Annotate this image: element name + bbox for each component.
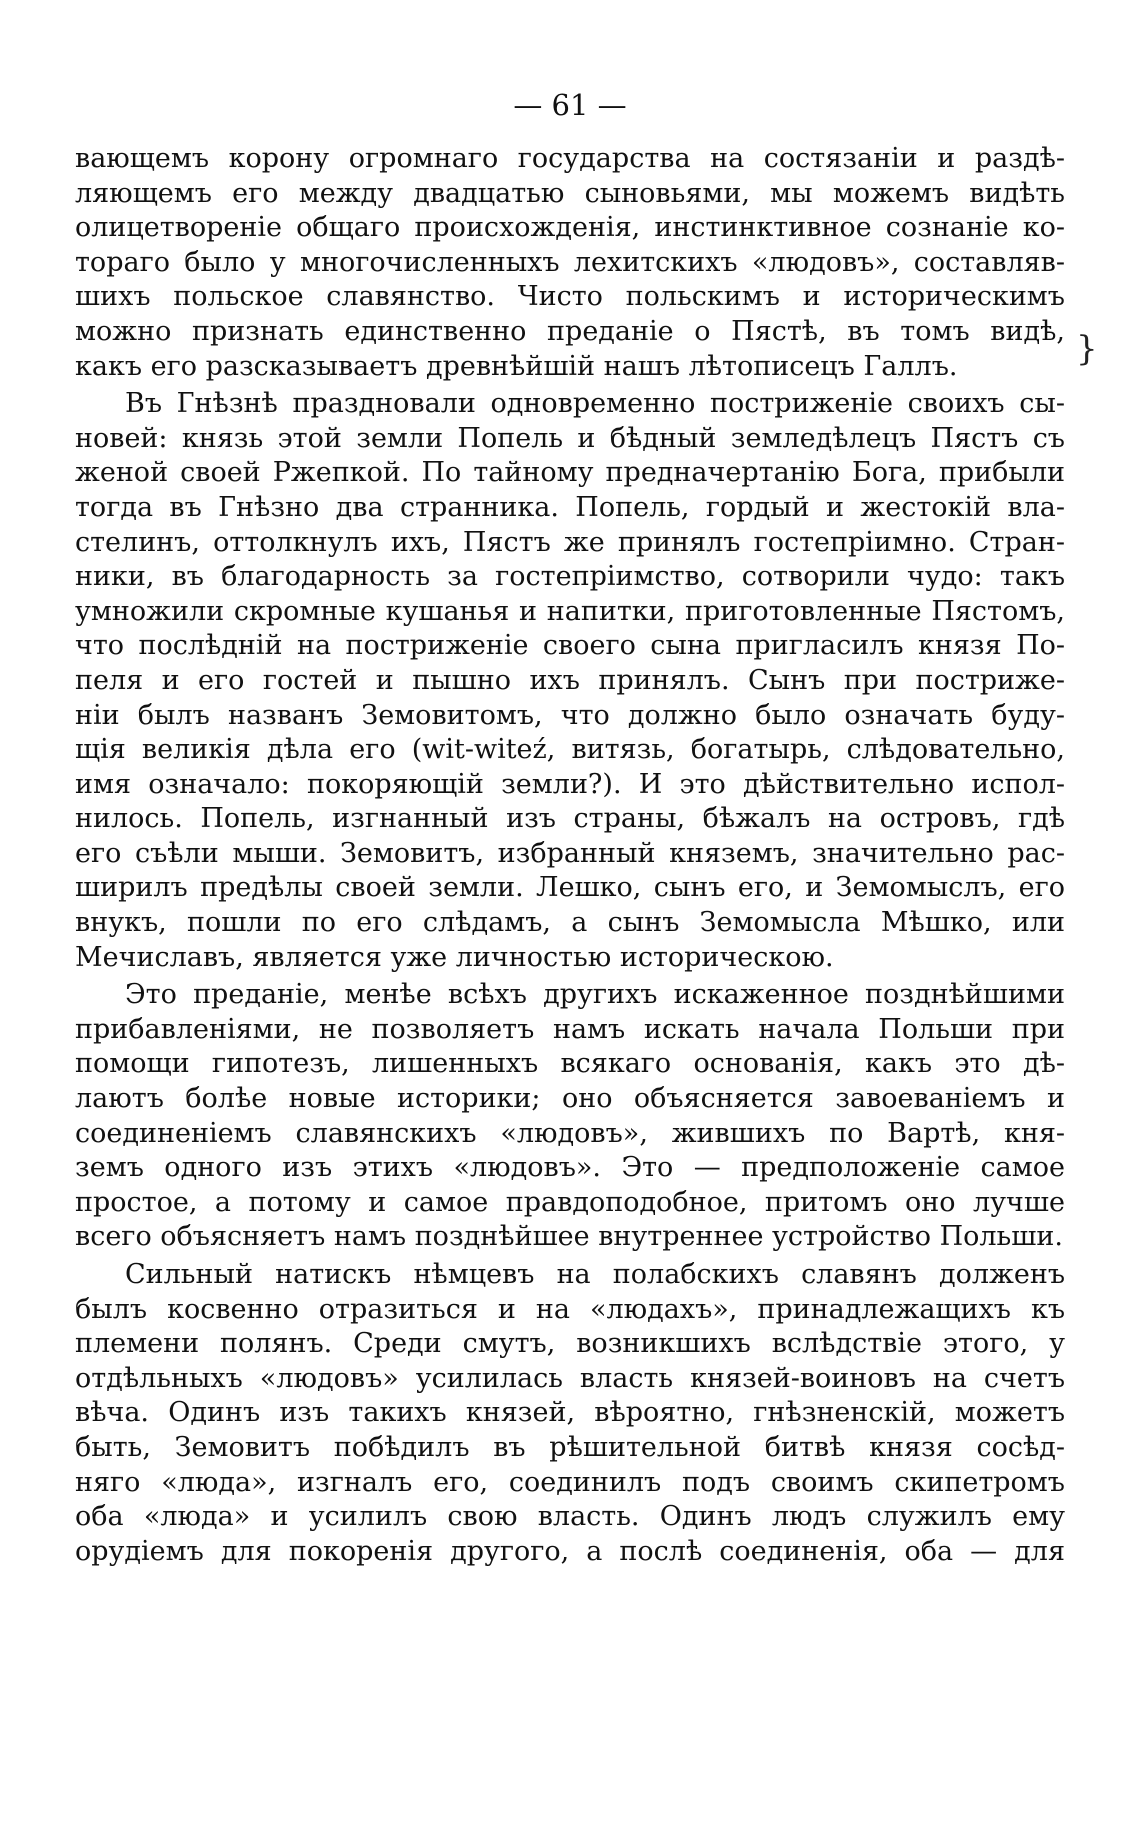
text-line: быть, Земовитъ побѣдилъ въ рѣшительной битвѣ князя сосѣд- bbox=[75, 1431, 1065, 1463]
text-line: можно признать единственно преданіе о Пястѣ, въ томъ видѣ, bbox=[75, 315, 1065, 347]
text-line: его съѣли мыши. Земовитъ, избранный княземъ, значительно рас- bbox=[75, 837, 1065, 869]
text-line: Въ Гнѣзнѣ праздновали одновременно постриженіе своихъ сы- bbox=[125, 388, 1065, 420]
text-line: помощи гипотезъ, лишенныхъ всякаго основанія, какъ это дѣ- bbox=[75, 1048, 1065, 1080]
text-line: шихъ польское славянство. Чисто польскимъ и историческимъ bbox=[75, 281, 1065, 313]
text-line: новей: князь этой земли Попель и бѣдный земледѣлецъ Пястъ съ bbox=[75, 422, 1065, 454]
text-line: лаютъ болѣе новые историки; оно объясняется завоеваніемъ и bbox=[75, 1083, 1065, 1115]
text-line: Сильный натискъ нѣмцевъ на полабскихъ славянъ долженъ bbox=[125, 1259, 1065, 1290]
body-text bbox=[75, 142, 1065, 1569]
text-line: олицетвореніе общаго происхожденія, инстинктивное сознаніе ко- bbox=[75, 212, 1065, 244]
text-line: орудіемъ для покоренія другого, а послѣ соединенія, оба — для bbox=[75, 1535, 1065, 1567]
text-line: земъ одного изъ этихъ «людовъ». Это — предположеніе самое bbox=[75, 1152, 1065, 1184]
text-line: Мечиславъ, является уже личностью историческою. bbox=[75, 941, 834, 973]
text-line: тораго было у многочисленныхъ лехитскихъ «людовъ», составляв- bbox=[75, 246, 1065, 278]
text-line: отдѣльныхъ «людовъ» усилилась власть князей-воиновъ на счетъ bbox=[75, 1362, 1065, 1394]
text-line: былъ косвенно отразиться и на «людахъ», принадлежащихъ къ bbox=[75, 1293, 1065, 1325]
text-line: что послѣдній на постриженіе своего сына пригласилъ князя По- bbox=[75, 630, 1065, 662]
text-line: соединеніемъ славянскихъ «людовъ», жившихъ по Вартѣ, кня- bbox=[75, 1117, 1065, 1149]
text-line: прибавленіями, не позволяетъ намъ искать начала Польши при bbox=[75, 1013, 1065, 1045]
page-number: — 61 — bbox=[513, 88, 627, 122]
text-line: племени полянъ. Среди смутъ, возникшихъ вслѣдствіе этого, у bbox=[75, 1328, 1065, 1360]
text-line: имя означало: покоряющій земли?). И это дѣйствительно испол- bbox=[75, 768, 1065, 800]
text-line: Это преданіе, менѣе всѣхъ другихъ искаженное позднѣйшими bbox=[125, 979, 1065, 1011]
text-line: простое, а потому и самое правдоподобное, притомъ оно лучше bbox=[75, 1186, 1065, 1218]
text-line: тогда въ Гнѣзно два странника. Попель, гордый и жестокій вла- bbox=[75, 491, 1065, 523]
text-line: ширилъ предѣлы своей земли. Лешко, сынъ его, и Земомыслъ, его bbox=[75, 872, 1065, 904]
text-line: ники, въ благодарность за гостепріимство, сотворили чудо: такъ bbox=[75, 561, 1065, 593]
text-line: ляющемъ его между двадцатью сыновьями, мы можемъ видѣть bbox=[75, 177, 1065, 209]
text-line: умножили скромные кушанья и напитки, приготовленные Пястомъ, bbox=[75, 595, 1065, 627]
text-line: пеля и его гостей и пышно ихъ принялъ. Сынъ при постриже- bbox=[75, 664, 1065, 696]
text-line: женой своей Ржепкой. По тайному предначертанію Бога, прибыли bbox=[75, 457, 1065, 489]
margin-brace-mark: } bbox=[1076, 329, 1098, 369]
text-line: щія великія дѣла его (wit-witeź, витязь, богатырь, слѣдовательно, bbox=[75, 734, 1065, 766]
text-line: оба «люда» и усилилъ свою власть. Одинъ людъ служилъ ему bbox=[75, 1501, 1065, 1533]
text-line: нилось. Попель, изгнанный изъ страны, бѣжалъ на островъ, гдѣ bbox=[75, 803, 1065, 835]
text-line: какъ его разсказываетъ древнѣйшій нашъ лѣтописецъ Галлъ. bbox=[75, 350, 958, 382]
text-line: вающемъ корону огромнаго государства на состязаніи и раздѣ- bbox=[75, 143, 1065, 174]
text-line: стелинъ, оттолкнулъ ихъ, Пястъ же принялъ гостепріимно. Стран- bbox=[75, 526, 1065, 558]
text-line: вѣча. Одинъ изъ такихъ князей, вѣроятно, гнѣзненскій, можетъ bbox=[75, 1397, 1065, 1429]
text-line: внукъ, пошли по его слѣдамъ, а сынъ Земомысла Мѣшко, или bbox=[75, 907, 1065, 939]
text-line: ніи былъ названъ Земовитомъ, что должно было означать буду- bbox=[75, 699, 1065, 731]
text-line: всего объясняетъ намъ позднѣйшее внутреннее устройство Польши. bbox=[75, 1221, 1063, 1253]
text-line: няго «люда», изгналъ его, соединилъ подъ своимъ скипетромъ bbox=[75, 1466, 1065, 1498]
